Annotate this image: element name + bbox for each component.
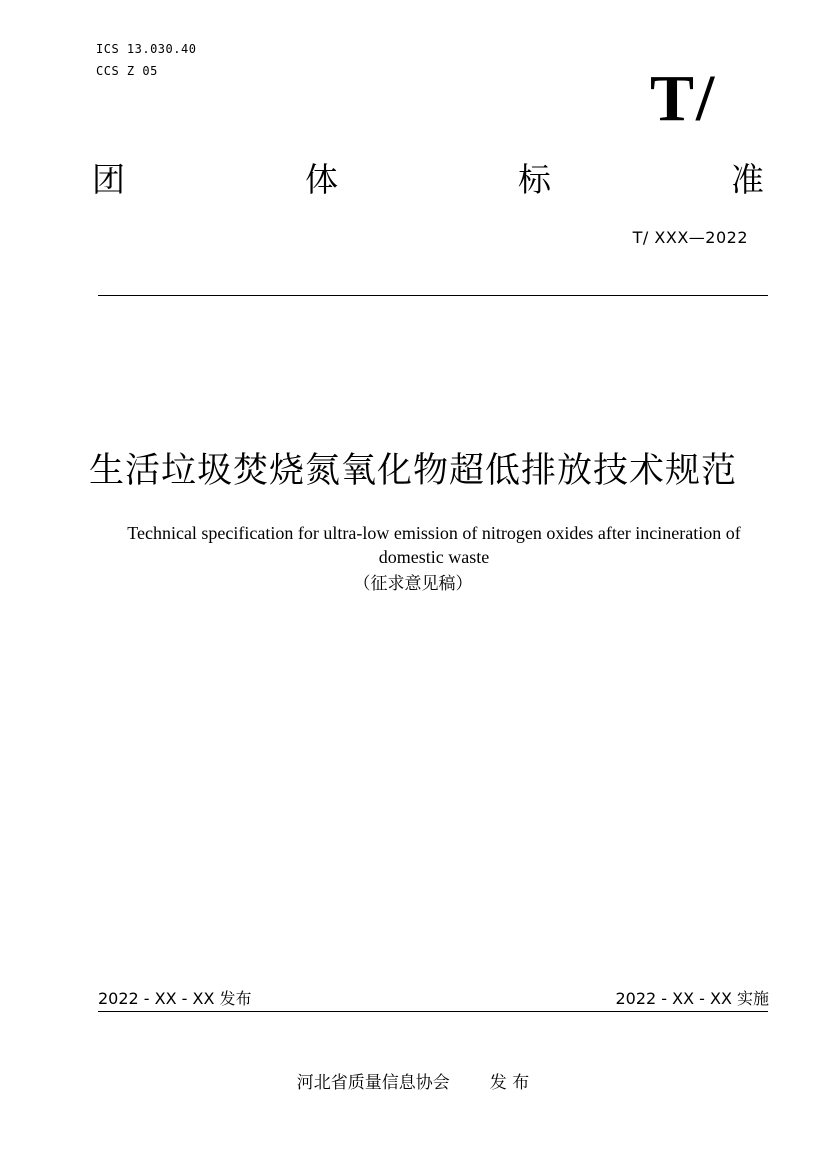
standard-type-char: 标	[518, 160, 551, 199]
standard-type-char: 体	[305, 160, 338, 199]
top-divider	[98, 295, 768, 296]
publish-date: 2022 - XX - XX 发布	[98, 989, 252, 1008]
publisher-action: 发 布	[489, 1073, 530, 1093]
standard-type-char: 团	[92, 160, 125, 199]
standard-type-title	[92, 160, 764, 200]
implement-date: 2022 - XX - XX 实施	[615, 989, 769, 1008]
bottom-divider	[98, 1011, 768, 1012]
chinese-title: 生活垃圾焚烧氮氧化物超低排放技术规范	[88, 451, 737, 491]
standard-number: T/ XXX—2022	[632, 228, 748, 247]
english-title: Technical specification for ultra-low emission of nitrogen oxides after incineration of domestic waste	[127, 523, 741, 567]
standard-type-char: 准	[731, 160, 764, 199]
ics-code: ICS 13.030.40	[96, 42, 197, 56]
standard-logo: T/	[650, 62, 717, 135]
publisher-line	[0, 1068, 826, 1093]
ccs-code: CCS Z 05	[96, 64, 158, 78]
draft-status: （征求意见稿）	[353, 574, 473, 594]
publisher-name: 河北省质量信息协会	[296, 1073, 450, 1093]
